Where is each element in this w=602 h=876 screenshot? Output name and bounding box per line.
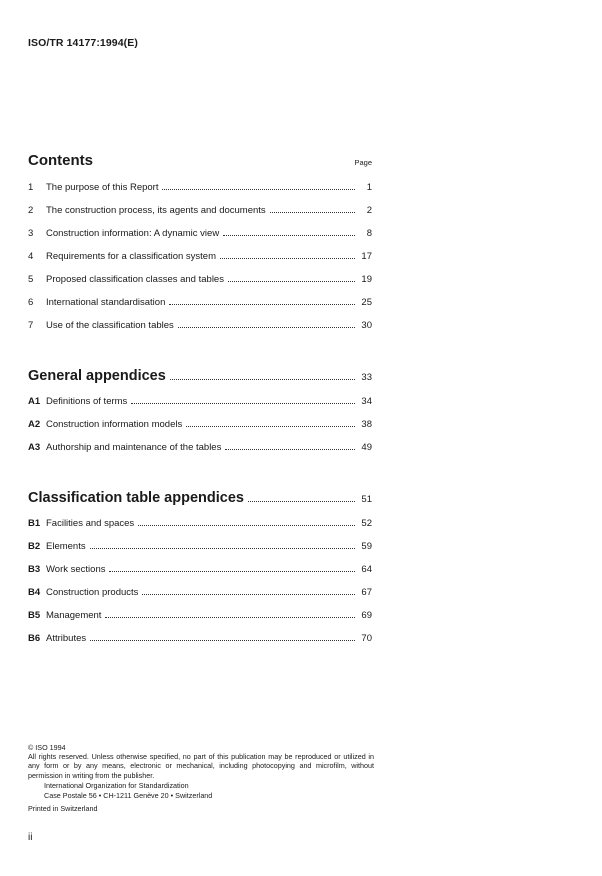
toc-entry-page: 34 [361, 396, 372, 407]
toc-entry-number: A1 [28, 396, 41, 407]
dot-leader [225, 449, 355, 450]
dot-leader [223, 235, 355, 236]
copyright-block [28, 743, 374, 813]
general-appendices-section [28, 368, 372, 459]
toc-entry-number: 4 [28, 251, 34, 262]
toc-entry-page: 67 [361, 587, 372, 598]
general-appendices-header[interactable] [28, 368, 372, 388]
toc-entry-page: 64 [361, 564, 372, 575]
classification-appendices-page: 51 [361, 494, 372, 505]
classification-appendices-section [28, 490, 372, 650]
dot-leader [138, 525, 355, 526]
toc-entry[interactable] [28, 199, 372, 222]
page-column-label: Page [354, 158, 372, 167]
toc-entry-page: 59 [361, 541, 372, 552]
toc-entry-number: 6 [28, 297, 34, 308]
toc-entry-page: 17 [361, 251, 372, 262]
contents-list [28, 176, 372, 337]
toc-entry-page: 52 [361, 518, 372, 529]
dot-leader [186, 426, 355, 427]
dot-leader [270, 212, 355, 213]
toc-entry-number: B2 [28, 541, 41, 552]
toc-entry-page: 38 [361, 419, 372, 430]
contents-header [28, 152, 372, 172]
dot-leader [228, 281, 355, 282]
toc-entry[interactable] [28, 222, 372, 245]
toc-entry-number: B1 [28, 518, 41, 529]
toc-entry-title: Elements [46, 541, 86, 552]
toc-entry-page: 8 [366, 228, 372, 239]
toc-entry-title: The purpose of this Report [46, 182, 159, 193]
toc-entry[interactable] [28, 291, 372, 314]
toc-entry-title: Definitions of terms [46, 396, 128, 407]
toc-entry[interactable] [28, 245, 372, 268]
dot-leader [142, 594, 355, 595]
toc-entry-title: Requirements for a classification system [46, 251, 217, 262]
toc-entry-number: B3 [28, 564, 41, 575]
toc-entry-number: 7 [28, 320, 34, 331]
toc-entry-page: 49 [361, 442, 372, 453]
toc-entry-page: 19 [361, 274, 372, 285]
toc-entry-title: The construction process, its agents and documents [46, 205, 266, 216]
toc-entry-page: 2 [366, 205, 372, 216]
toc-entry-title: Proposed classification classes and tables [46, 274, 224, 285]
dot-leader [90, 548, 355, 549]
toc-entry-number: B4 [28, 587, 41, 598]
dot-leader [220, 258, 355, 259]
toc-entry-page: 25 [361, 297, 372, 308]
toc-entry-number: 1 [28, 182, 34, 193]
general-appendices-title: General appendices [28, 368, 166, 384]
classification-appendices-title: Classification table appendices [28, 490, 244, 506]
toc-entry[interactable] [28, 390, 372, 413]
toc-entry-title: Attributes [46, 633, 87, 644]
toc-entry-title: Use of the classification tables [46, 320, 174, 331]
rights-notice: All rights reserved. Unless otherwise specified, no part of this publication may be reproduced or utilized in any form or by any means, electronic or mechanical, including photocopying and microfilm, without permission in writing from the publisher. [28, 752, 374, 780]
toc-entry[interactable] [28, 581, 372, 604]
toc-entry-title: Facilities and spaces [46, 518, 135, 529]
toc-entry[interactable] [28, 176, 372, 199]
toc-entry[interactable] [28, 558, 372, 581]
contents-title: Contents [28, 152, 93, 169]
dot-leader [131, 403, 355, 404]
toc-entry-title: Authorship and maintenance of the tables [46, 442, 222, 453]
toc-entry-number: 2 [28, 205, 34, 216]
toc-entry-title: International standardisation [46, 297, 166, 308]
contents-section [28, 152, 372, 337]
toc-entry[interactable] [28, 512, 372, 535]
dot-leader [162, 189, 355, 190]
dot-leader [178, 327, 355, 328]
toc-entry-page: 69 [361, 610, 372, 621]
toc-entry-number: A3 [28, 442, 41, 453]
dot-leader [170, 379, 355, 380]
dot-leader [109, 571, 355, 572]
toc-entry[interactable] [28, 268, 372, 291]
toc-entry-number: B6 [28, 633, 41, 644]
page-number: ii [28, 832, 33, 843]
toc-entry-title: Management [46, 610, 102, 621]
toc-entry-number: 5 [28, 274, 34, 285]
toc-entry[interactable] [28, 604, 372, 627]
toc-entry-number: B5 [28, 610, 41, 621]
dot-leader [248, 501, 355, 502]
toc-entry-title: Construction information models [46, 419, 183, 430]
toc-entry-page: 1 [366, 182, 372, 193]
toc-entry[interactable] [28, 535, 372, 558]
toc-entry-title: Work sections [46, 564, 106, 575]
classification-appendices-list [28, 512, 372, 650]
general-appendices-list [28, 390, 372, 459]
organization-address: Case Postale 56 • CH-1211 Genève 20 • Switzerland [44, 791, 213, 801]
toc-entry[interactable] [28, 627, 372, 650]
dot-leader [169, 304, 355, 305]
toc-entry-number: A2 [28, 419, 41, 430]
toc-entry-number: 3 [28, 228, 34, 239]
dot-leader [105, 617, 355, 618]
dot-leader [90, 640, 355, 641]
toc-entry[interactable] [28, 436, 372, 459]
toc-entry-page: 30 [361, 320, 372, 331]
organization-name: International Organization for Standardization [44, 780, 189, 790]
toc-entry-page: 70 [361, 633, 372, 644]
classification-appendices-header[interactable] [28, 490, 372, 510]
printed-in: Printed in Switzerland [28, 804, 98, 814]
copyright-line: © ISO 1994 [28, 743, 66, 752]
general-appendices-page: 33 [361, 372, 372, 383]
toc-entry-title: Construction information: A dynamic view [46, 228, 220, 239]
toc-entry[interactable] [28, 413, 372, 436]
toc-entry[interactable] [28, 314, 372, 337]
document-id: ISO/TR 14177:1994(E) [28, 37, 138, 49]
toc-entry-title: Construction products [46, 587, 139, 598]
